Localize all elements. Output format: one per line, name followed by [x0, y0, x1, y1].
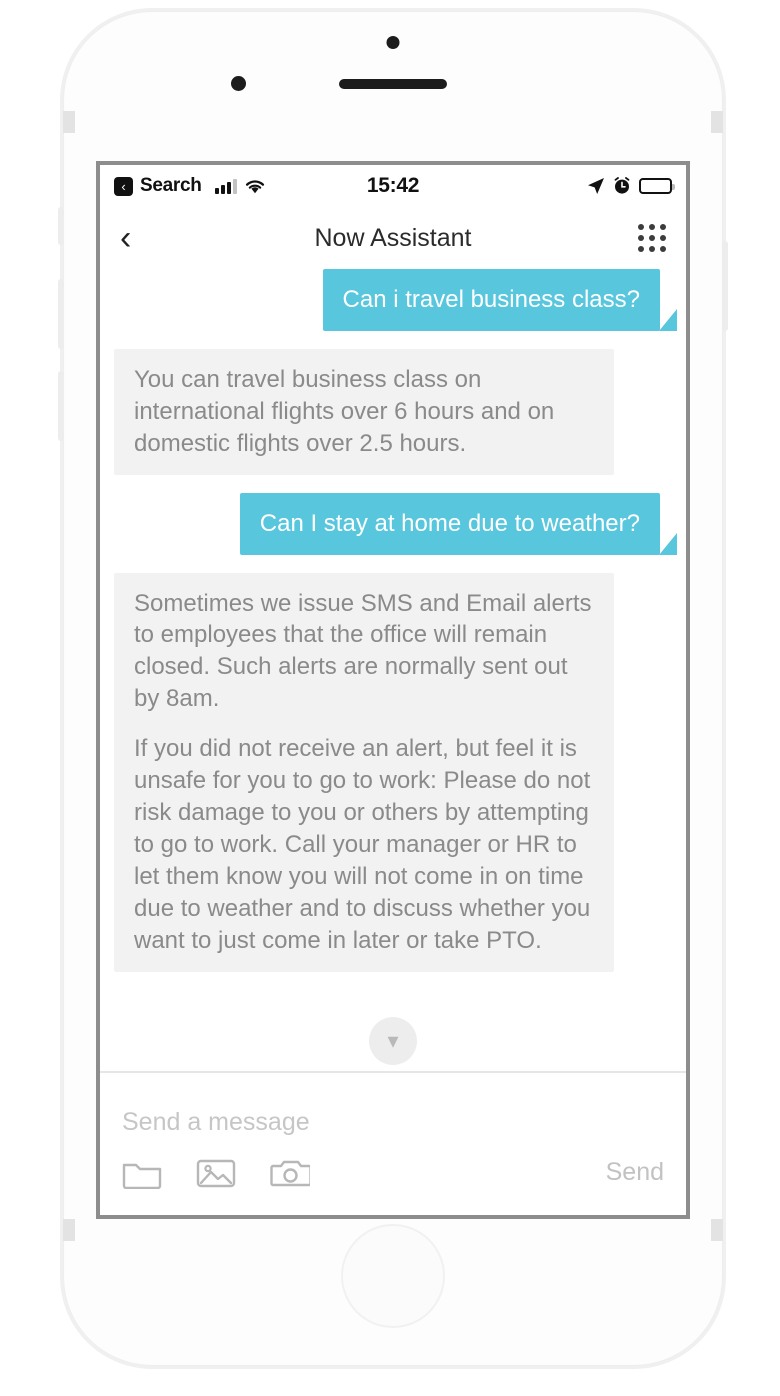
power-button[interactable]: [722, 241, 728, 331]
chat-bubble-paragraph: Sometimes we issue SMS and Email alerts to employees that the office will remain closed. Such alerts are normally sent out by 8am.: [134, 589, 592, 713]
chat-bubble-bot: [114, 573, 614, 972]
message-row-bot: [114, 573, 672, 972]
status-bar-clock: 15:42: [366, 174, 420, 197]
send-button[interactable]: Send: [605, 1158, 664, 1186]
camera-icon[interactable]: [270, 1157, 310, 1189]
home-button[interactable]: [341, 1224, 445, 1328]
volume-up-button[interactable]: [58, 279, 64, 349]
antenna-band-top-left: [63, 111, 75, 133]
page-title: Now Assistant: [314, 223, 472, 252]
folder-icon[interactable]: [122, 1157, 162, 1189]
message-row-user: [114, 493, 672, 555]
message-row-bot: [114, 349, 672, 475]
status-back-label[interactable]: Search: [140, 175, 202, 196]
alarm-clock-icon: [613, 177, 631, 195]
image-icon[interactable]: [196, 1157, 236, 1189]
composer-toolbar: [122, 1157, 664, 1195]
chat-bubble-text: Can i travel business class?: [342, 286, 640, 313]
chat-bubble-bot: [114, 349, 614, 475]
message-row-user: [114, 269, 672, 331]
message-composer: [100, 1071, 686, 1215]
antenna-band-bottom-left: [63, 1219, 75, 1241]
chat-bubble-paragraph: If you did not receive an alert, but feel it is unsafe for you to go to work: Please do not risk damage to you or others by attempting to go to work. Call your manager or HR to let them know you will not come in on time due to weather and to discuss whether you want to just come in later or take PTO.: [134, 735, 591, 954]
status-bar: [100, 165, 686, 207]
battery-full-icon: [639, 178, 672, 194]
chat-bubble-user: [240, 493, 660, 555]
front-camera-icon: [387, 36, 400, 49]
header-back-icon[interactable]: ‹: [120, 219, 132, 257]
phone-screen: [96, 161, 690, 1219]
status-bar-right: [587, 177, 672, 195]
antenna-band-top-right: [711, 111, 723, 133]
chat-bubble-text: You can travel business class on international flights over 6 hours and on domestic flights over 2.5 hours.: [134, 365, 555, 457]
antenna-band-bottom-right: [711, 1219, 723, 1241]
chat-bubble-text: Can I stay at home due to weather?: [259, 509, 640, 537]
status-bar-left[interactable]: [114, 175, 266, 197]
earpiece-speaker: [339, 79, 447, 89]
proximity-sensor-icon: [231, 76, 246, 91]
silent-switch[interactable]: [58, 207, 64, 245]
chat-transcript[interactable]: [100, 269, 686, 1071]
location-arrow-icon: [587, 177, 605, 195]
grid-menu-icon[interactable]: [638, 224, 666, 252]
message-input[interactable]: [122, 1094, 664, 1157]
volume-down-button[interactable]: [58, 371, 64, 441]
signal-bars-icon: [215, 179, 237, 194]
chat-bubble-user: [323, 269, 660, 331]
phone-device-frame: [60, 8, 726, 1369]
wifi-icon: [244, 178, 266, 195]
app-header: [100, 207, 686, 269]
chevron-left-icon[interactable]: ‹: [114, 177, 133, 196]
chevron-down-icon[interactable]: ▾: [369, 1017, 417, 1065]
